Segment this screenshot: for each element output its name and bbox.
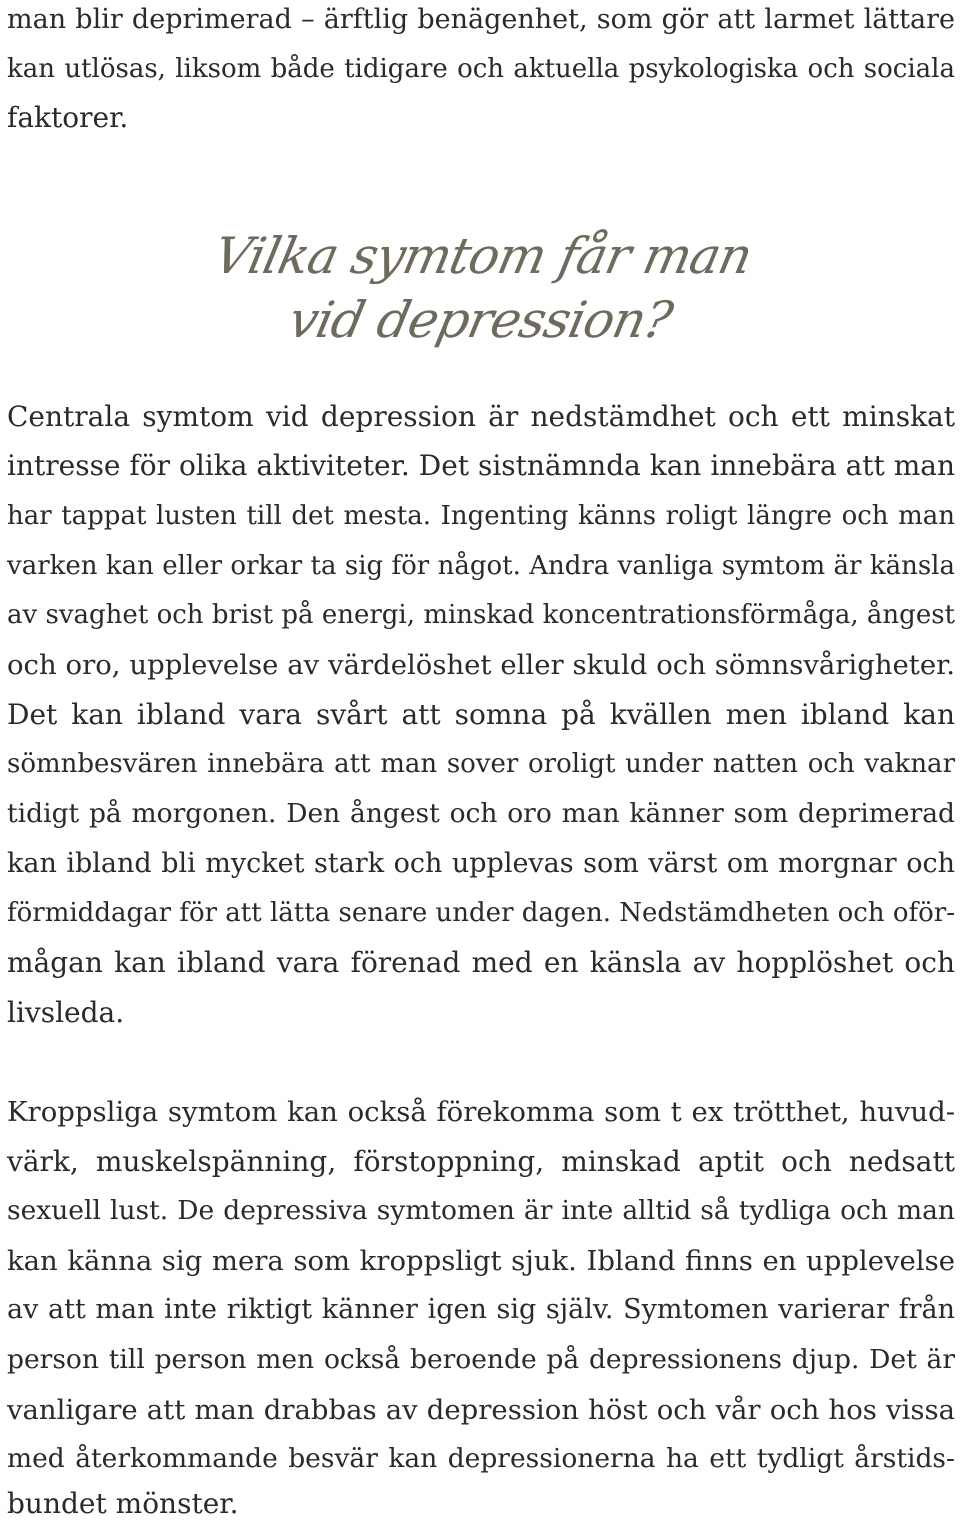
section-heading-line: Vilka symtom får man [208, 227, 757, 285]
paragraph-line: förmiddagar för att lätta senare under dagen. Nedstämdheten och oför- [7, 898, 955, 928]
paragraph-line: sexuell lust. De depressiva symtomen är inte alltid så tydliga och man [7, 1195, 955, 1226]
paragraph-line: Kroppsliga symtom kan också förekomma som t ex trötthet, huvud- [7, 1096, 955, 1128]
paragraph-line: Centrala symtom vid depression är nedstämdhet och ett minskat [7, 400, 955, 433]
section-heading-line: vid depression? [283, 291, 677, 349]
paragraph-line: med återkommande besvär kan depressionerna ha ett tydligt årstids- [7, 1443, 955, 1474]
paragraph-line: mågan kan ibland vara förenad med en känsla av hopplöshet och [7, 946, 955, 979]
intro-line: kan utlösas, liksom både tidigare och aktuella psykologiska och sociala [7, 54, 955, 84]
paragraph-line: har tappat lusten till det mesta. Ingenting känns roligt längre och man [7, 501, 955, 531]
paragraph-line: kan känna sig mera som kroppsligt sjuk. Ibland finns en upplevelse [7, 1245, 955, 1277]
paragraph-line: livsleda. [7, 996, 125, 1029]
paragraph-line: och oro, upplevelse av värdelöshet eller skuld och sömnsvårigheter. [7, 649, 955, 681]
paragraph-line: av svaghet och brist på energi, minskad koncentrationsförmåga, ångest [7, 600, 955, 630]
paragraph-line: värk, muskelspänning, förstoppning, minskad aptit och nedsatt [7, 1145, 955, 1178]
paragraph-line: Det kan ibland vara svårt att somna på kvällen men ibland kan [7, 698, 955, 731]
paragraph-line: tidigt på morgonen. Den ångest och oro man känner som deprimerad [7, 798, 955, 829]
intro-line: man blir deprimerad – ärftlig benägenhet, som gör att larmet lättare [7, 4, 955, 35]
paragraph-line: person till person men också beroende på depressionens djup. Det är [7, 1344, 955, 1375]
intro-line: faktorer. [7, 101, 129, 134]
paragraph-line: bundet mönster. [7, 1487, 239, 1520]
paragraph-line: intresse för olika aktiviteter. Det sistnämnda kan innebära att man [7, 449, 955, 482]
paragraph-line: vanligare att man drabbas av depression höst och vår och hos vissa [7, 1394, 955, 1426]
paragraph-line: varken kan eller orkar ta sig för något. Andra vanliga symtom är känsla [7, 551, 955, 581]
paragraph-line: av att man inte riktigt känner igen sig själv. Symtomen varierar från [7, 1294, 955, 1325]
paragraph-line: sömnbesvären innebära att man sover oroligt under natten och vaknar [7, 749, 955, 779]
paragraph-line: kan ibland bli mycket stark och upplevas som värst om morgnar och [7, 848, 955, 879]
